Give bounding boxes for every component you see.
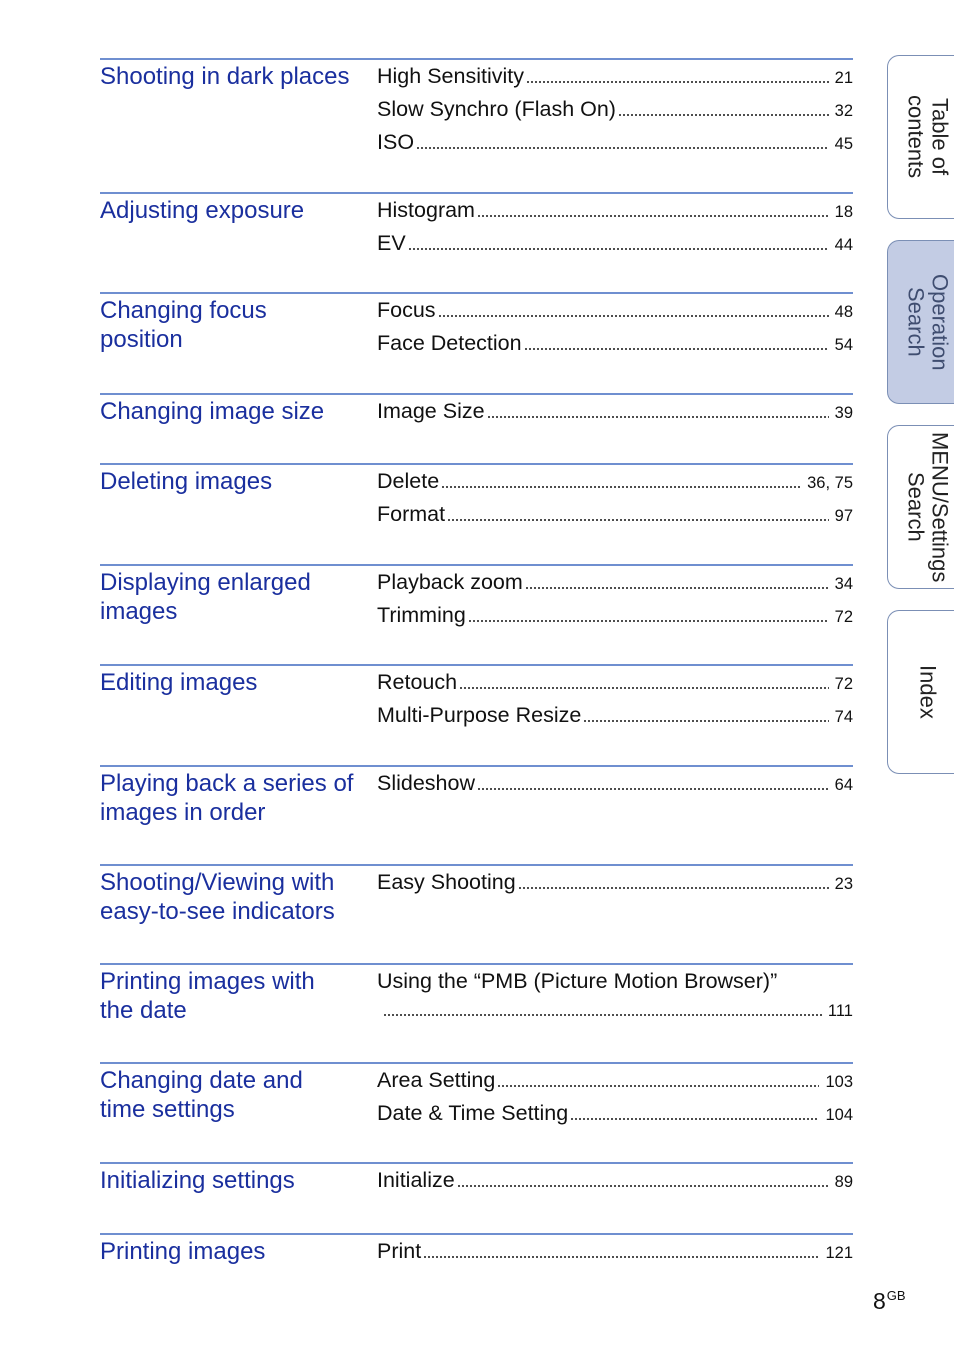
section-title[interactable]: Initializing settings [100,1167,295,1194]
entry-label: Retouch [377,670,458,694]
entry-link[interactable] [377,228,853,261]
entry-page-ref[interactable]: 72 [834,675,853,693]
entry-page-ref[interactable]: 23 [834,875,853,893]
dot-leader [459,687,829,689]
section-divider [100,393,853,395]
entry-page-ref[interactable]: 54 [834,336,853,354]
entry-page-ref[interactable]: 34 [834,575,853,593]
page-number [873,1288,906,1315]
entry-link[interactable] [377,768,853,801]
entry-label: Print [377,1239,422,1263]
section-title[interactable]: Displaying enlarged images [100,569,311,625]
entry-label: Format [377,502,446,526]
entry-page-ref[interactable]: 89 [834,1173,853,1191]
dot-leader [497,1085,819,1087]
entry-page-ref[interactable]: 18 [834,203,853,221]
section-divider [100,463,853,465]
entry-page-ref[interactable]: 97 [834,507,853,525]
section-entries [377,1065,853,1131]
entry-link[interactable] [377,328,853,361]
entry-page-ref[interactable]: 111 [827,1002,853,1020]
section-entries [377,667,853,733]
entry-page-ref[interactable]: 121 [825,1244,853,1262]
section-title[interactable]: Changing focus position [100,297,267,353]
section-divider [100,292,853,294]
section-entries [377,1165,853,1198]
entry-label: Face Detection [377,331,522,355]
section-divider [100,1233,853,1235]
entry-label: Slow Synchro (Flash On) [377,97,616,121]
entry-link[interactable] [377,127,853,160]
dot-leader [383,1014,822,1016]
side-tab[interactable] [887,425,954,589]
section-title[interactable]: Shooting/Viewing with easy-to-see indicators [100,869,335,925]
section-entries [377,867,853,900]
dot-leader [518,887,829,889]
dot-leader [416,147,829,149]
entry-link[interactable] [377,966,853,1026]
section-entries [377,768,853,801]
section-title[interactable]: Adjusting exposure [100,197,305,224]
entry-link[interactable] [377,195,853,228]
side-tab[interactable] [887,55,954,219]
dot-leader [477,215,829,217]
side-tab-label: Table of contents [903,95,953,179]
section-divider [100,1062,853,1064]
section-divider [100,1162,853,1164]
entry-link[interactable] [377,1165,853,1198]
entry-label: Slideshow [377,771,475,795]
entry-link[interactable] [377,396,853,429]
dot-leader [441,486,801,488]
side-tab[interactable] [887,240,954,404]
section-title[interactable]: Editing images [100,669,258,696]
entry-page-ref[interactable]: 64 [834,776,853,794]
entry-page-ref[interactable]: 104 [825,1106,853,1124]
section-divider [100,963,853,965]
entry-link[interactable] [377,567,853,600]
entry-link[interactable] [377,94,853,127]
entry-page-ref[interactable]: 45 [834,135,853,153]
side-tab-label: Operation Search [903,273,953,371]
section-title[interactable]: Printing images with the date [100,968,315,1024]
section-title[interactable]: Deleting images [100,468,273,495]
entry-label: Initialize [377,1168,455,1192]
section-entries [377,195,853,261]
entry-label: Date & Time Setting [377,1101,569,1125]
section-divider [100,192,853,194]
section-entries [377,466,853,532]
side-tab-label: MENU/Settings Search [903,431,953,583]
entry-link[interactable] [377,295,853,328]
entry-label: Multi-Purpose Resize [377,703,582,727]
entry-page-ref[interactable]: 48 [834,303,853,321]
dot-leader [457,1185,829,1187]
dot-leader [408,248,829,250]
side-tab-label: Index [915,665,941,719]
entry-link[interactable] [377,700,853,733]
page-number-value: 8 [873,1288,886,1314]
dot-leader [526,81,829,83]
section-divider [100,564,853,566]
entry-link[interactable] [377,667,853,700]
entry-label: Area Setting [377,1068,496,1092]
section-title[interactable]: Changing image size [100,398,325,425]
section-title[interactable]: Printing images [100,1238,266,1265]
entry-link[interactable] [377,499,853,532]
entry-link[interactable] [377,867,853,900]
entry-link[interactable] [377,1065,853,1098]
entry-label: ISO [377,130,415,154]
entry-label: Using the “PMB (Picture Motion Browser)” [377,969,778,993]
entry-page-ref[interactable]: 72 [834,608,853,626]
section-entries [377,396,853,429]
entry-page-ref[interactable]: 74 [834,708,853,726]
section-divider [100,864,853,866]
entry-page-ref[interactable]: 32 [834,102,853,120]
dot-leader [583,720,828,722]
section-divider [100,765,853,767]
dot-leader [487,416,829,418]
entry-leader-line [377,996,853,1026]
entry-label: High Sensitivity [377,64,524,88]
section-divider [100,58,853,60]
dot-leader [423,1256,819,1258]
entry-link[interactable] [377,61,853,94]
section-entries [377,966,853,1026]
section-entries [377,1236,853,1269]
entry-link[interactable] [377,1098,853,1131]
section-title[interactable]: Changing date and time settings [100,1067,303,1123]
entry-label: Delete [377,469,440,493]
section-entries [377,567,853,633]
entry-page-ref[interactable]: 44 [834,236,853,254]
section-entries [377,295,853,361]
dot-leader [524,348,829,350]
entry-link[interactable] [377,1236,853,1269]
entry-page-ref[interactable]: 36, 75 [807,474,853,492]
section-title[interactable]: Playing back a series of images in order [100,770,354,826]
page-number-suffix: GB [886,1288,906,1303]
entry-label: Playback zoom [377,570,523,594]
entry-page-ref[interactable]: 21 [834,69,853,87]
dot-leader [477,788,829,790]
dot-leader [438,315,829,317]
section-title[interactable]: Shooting in dark places [100,63,350,90]
entry-label: EV [377,231,406,255]
entry-label: Focus [377,298,436,322]
entry-label: Image Size [377,399,485,423]
dot-leader [525,587,829,589]
entry-label: Trimming [377,603,466,627]
dot-leader [468,620,829,622]
dot-leader [570,1118,819,1120]
dot-leader [447,519,829,521]
entry-page-ref[interactable]: 39 [834,404,853,422]
entry-label: Histogram [377,198,475,222]
section-divider [100,664,853,666]
entry-link[interactable] [377,600,853,633]
entry-label: Easy Shooting [377,870,516,894]
dot-leader [618,114,829,116]
entry-page-ref[interactable]: 103 [825,1073,853,1091]
side-tab[interactable] [887,610,954,774]
section-entries [377,61,853,160]
entry-link[interactable] [377,466,853,499]
